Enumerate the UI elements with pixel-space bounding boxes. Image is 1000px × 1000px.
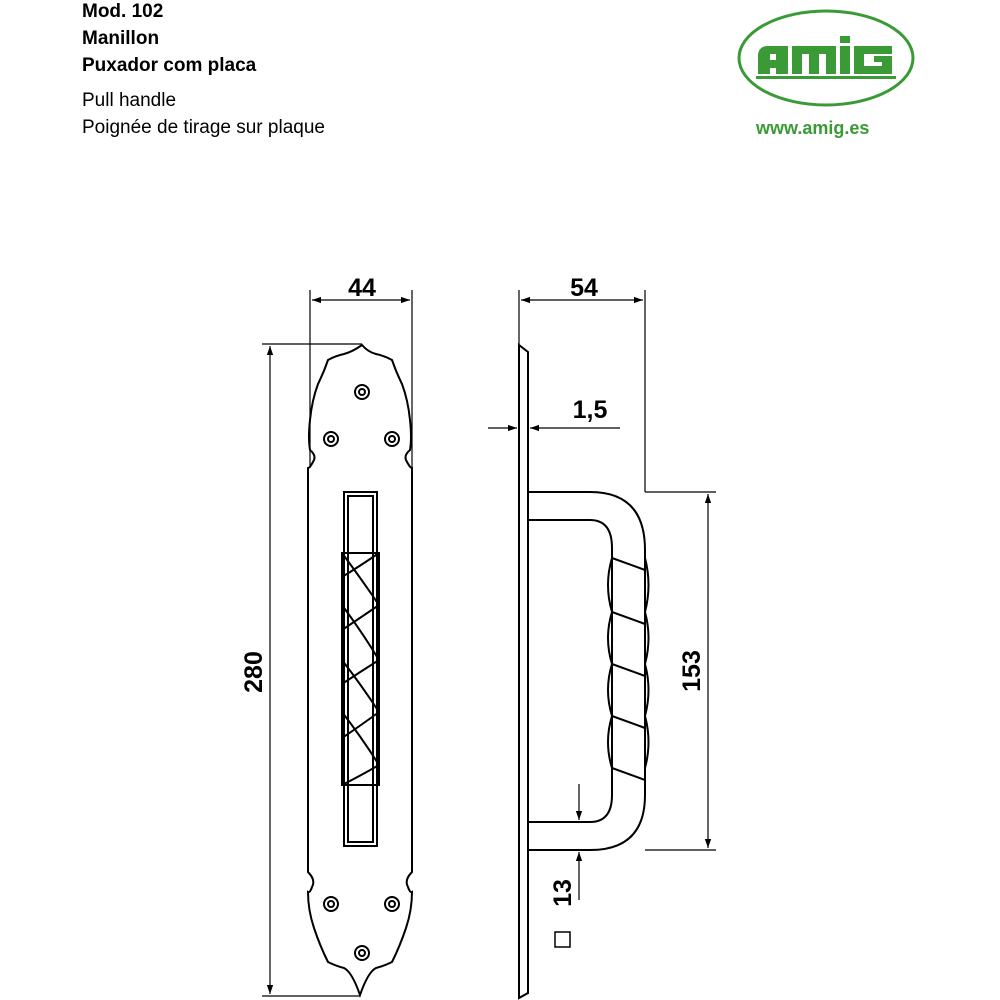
handle-profile-inner	[528, 520, 612, 822]
screw-hole-inner	[359, 389, 365, 395]
square-section-symbol	[555, 932, 570, 947]
handle-height-label: 153	[678, 650, 706, 692]
front-dimensions	[262, 290, 412, 996]
plate-width-label: 44	[348, 274, 376, 302]
front-view	[308, 345, 412, 995]
screw-holes	[324, 385, 399, 960]
product-name-fr: Poignée de tirage sur plaque	[82, 117, 325, 138]
screw-hole-inner	[328, 436, 334, 442]
side-view	[519, 345, 649, 998]
twist-lines-side	[612, 558, 645, 780]
screw-hole	[385, 432, 399, 446]
side-dimensions	[488, 290, 716, 900]
screw-hole-inner	[389, 901, 395, 907]
handle-bar-front	[348, 496, 373, 842]
website-url[interactable]: www.amig.es	[756, 118, 870, 138]
model-number: Mod. 102	[82, 1, 164, 22]
screw-hole	[324, 432, 338, 446]
product-name-pt: Puxador com placa	[82, 55, 257, 76]
plate-edge	[519, 345, 528, 998]
handle-profile-outer	[528, 492, 645, 850]
product-name-es: Manillon	[82, 28, 160, 49]
product-name-en: Pull handle	[82, 90, 177, 111]
screw-hole	[355, 385, 369, 399]
screw-hole-inner	[328, 901, 334, 907]
screw-hole-inner	[389, 436, 395, 442]
screw-hole	[385, 897, 399, 911]
plate-height-label: 280	[240, 651, 268, 693]
screw-hole	[324, 897, 338, 911]
screw-hole-inner	[359, 950, 365, 956]
projection-label: 54	[570, 274, 598, 302]
bar-section-label: 13	[549, 879, 577, 907]
plate-thickness-label: 1,5	[572, 396, 608, 424]
screw-hole	[355, 946, 369, 960]
